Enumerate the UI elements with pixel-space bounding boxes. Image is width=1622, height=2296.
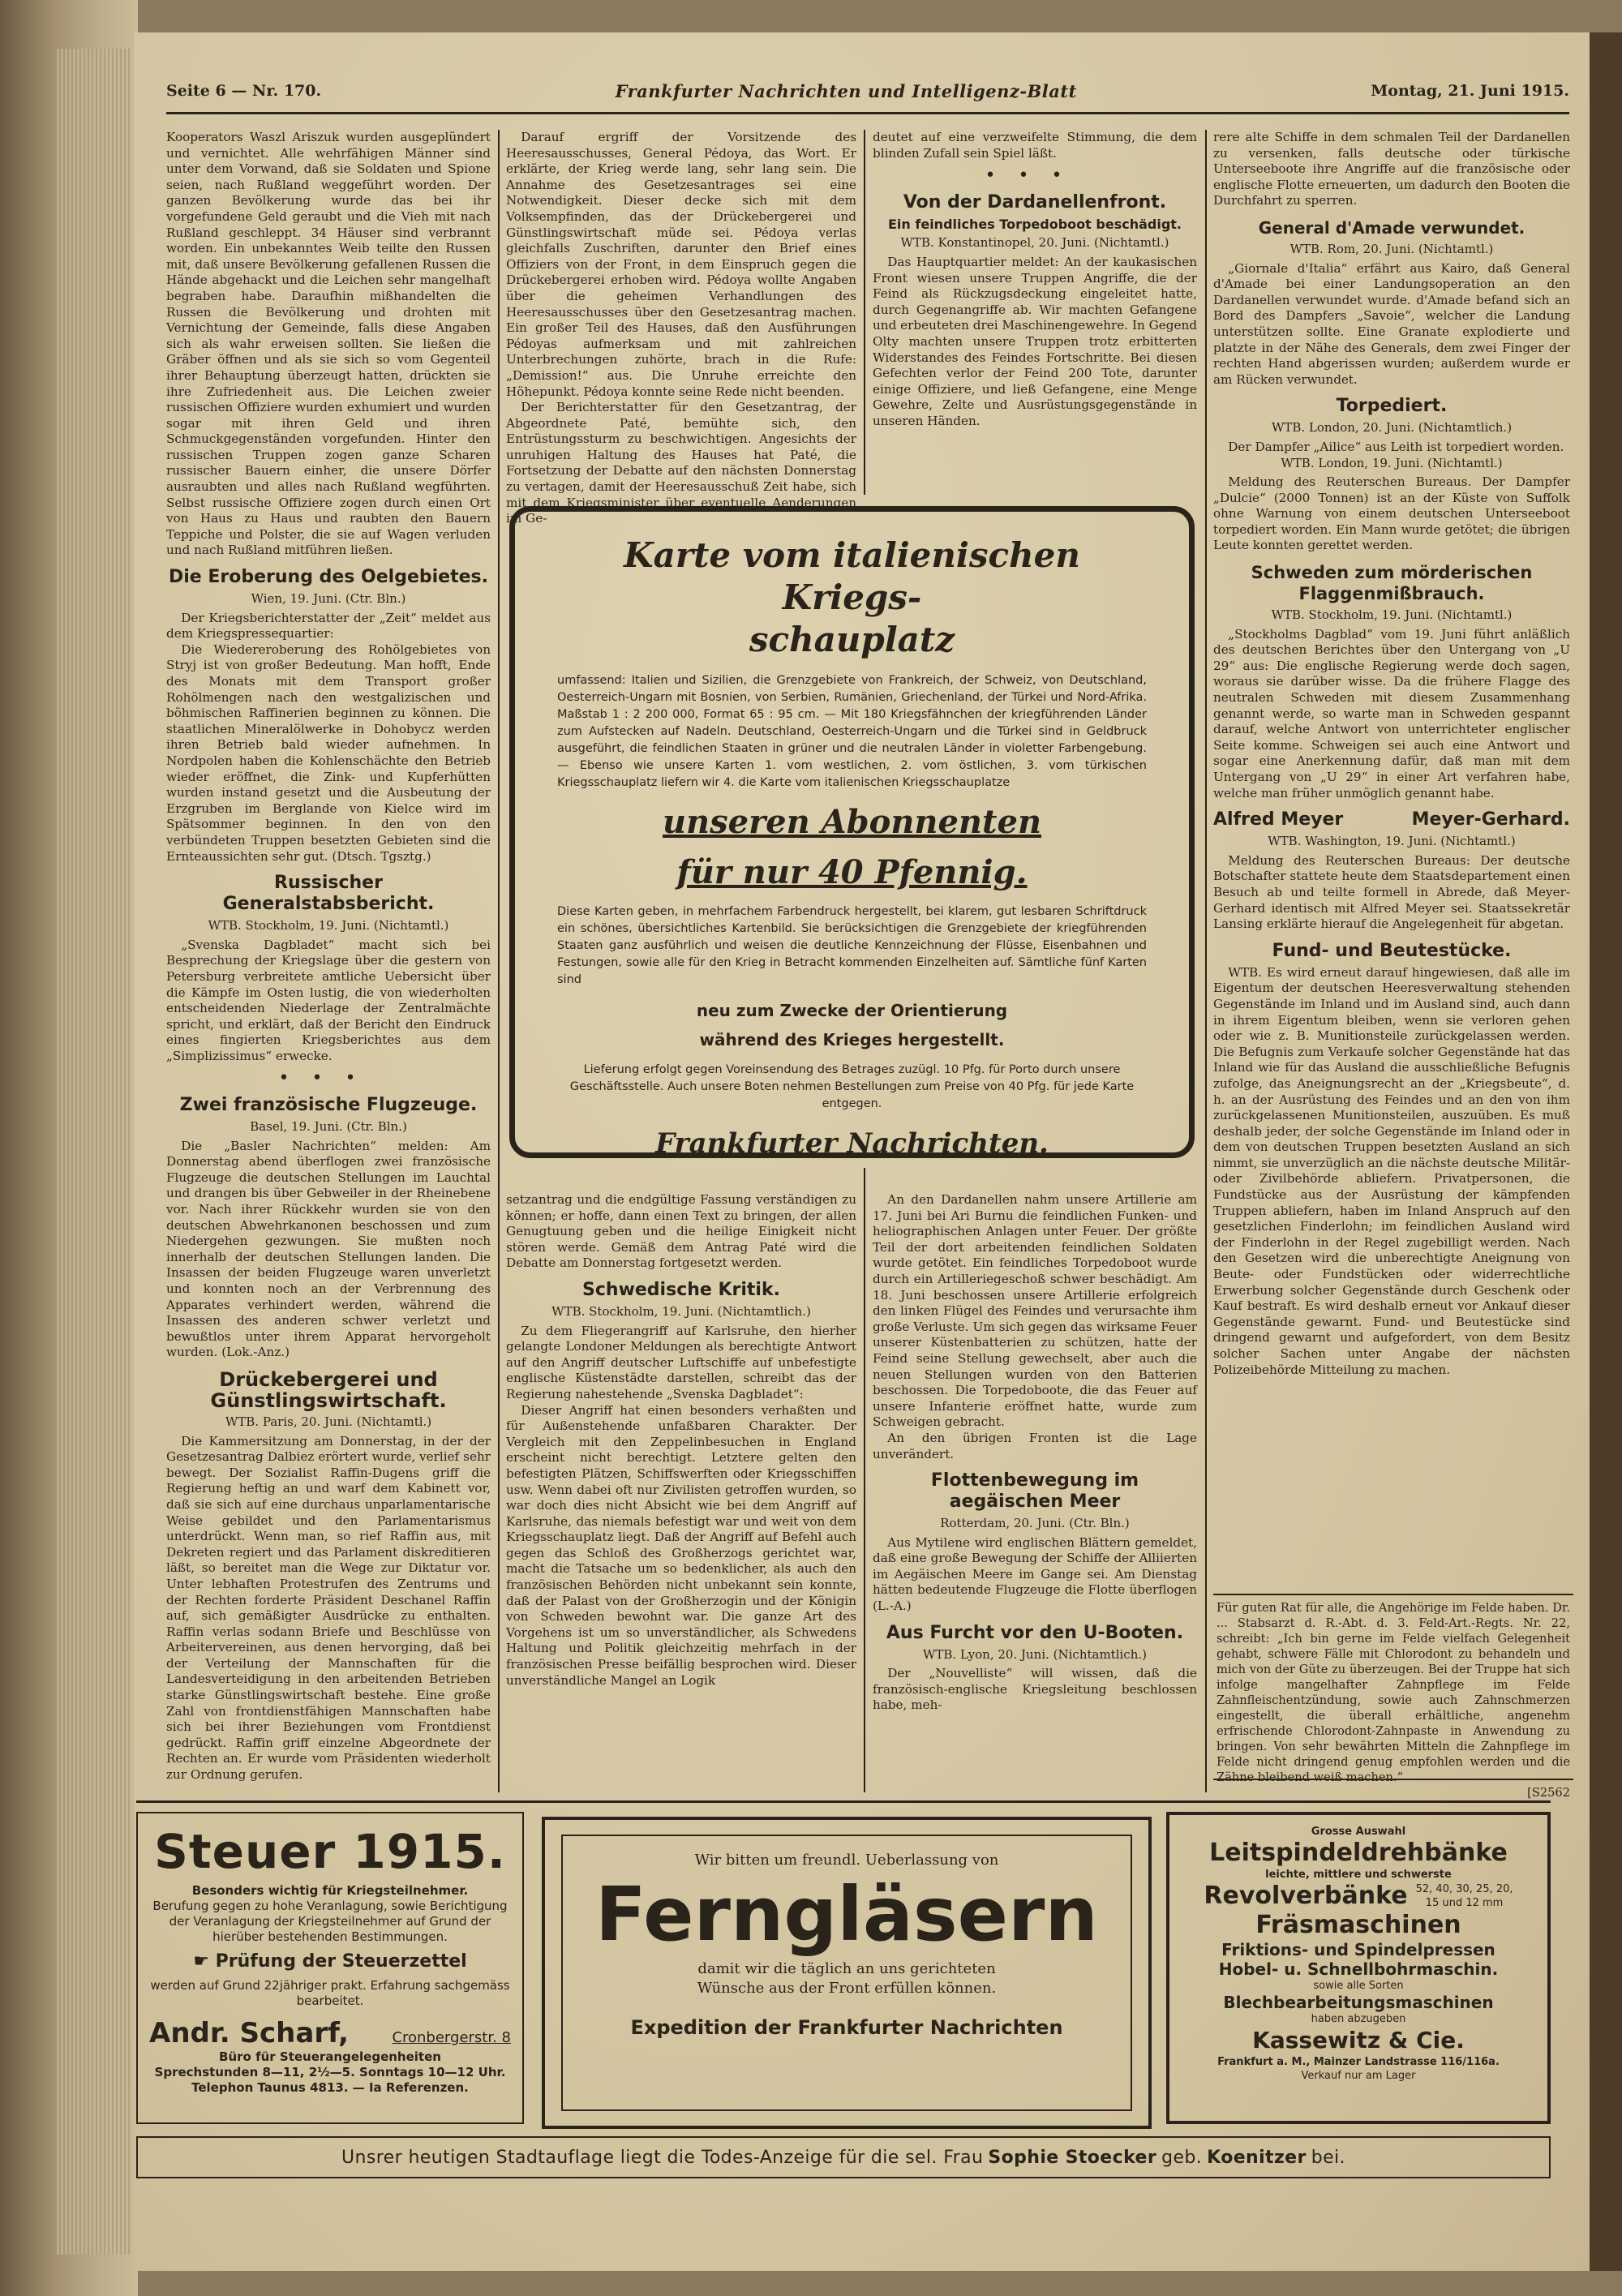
fernglaeser-frame [561,1835,1132,2111]
notice-mid: geb. [1161,2147,1203,2168]
maschinen-headline: Revolverbänke [1204,1882,1408,1910]
headline-meyer-left: Alfred Meyer [1213,809,1344,830]
dateline: WTB. London, 20. Juni. (Nichtamtlich.) [1271,420,1513,436]
fernglaeser-title: Ferngläsern [595,1871,1098,1958]
steuer-line: Büro für Steuerangelegenheiten [219,2049,441,2064]
dateline: Rotterdam, 20. Juni. (Ctr. Bln.) [940,1516,1130,1531]
article-text: Der „Nouvelliste“ will wissen, daß die französisch-englische Kriegsleitung beschlossen habe, meh- [873,1666,1197,1713]
article-text: Das Hauptquartier meldet: An der kaukasischen Front wiesen unsere Truppen Angriffe, die der Feind als Rückzugsdeckung eingeleitet hatte, durch Gegenangriffe ab. Wir machten Gefangene und erbeuteten drei Maschinengewehre. In Gegend Olty machten unsere Truppen trotz erbitterten Widerstandes des Feindes Fortschritte. Bei diesen Gefechten verlor der Feind 200 Tote, darunter einige Offiziere, und ließ Gefangene, eine Menge Gewehre, Zelte und Ausrüstungsgegenstände in unseren Händen. [873,254,1197,428]
map-ad-description-2: Diese Karten geben, in mehrfachem Farbendruck hergestellt, bei klarem, gut lesbaren Schriftdruck ein schönes, übersichtliches Kartenbild. Sie berücksichtigen die Grenzgebiete der kriegführenden Staaten ganz ausführlich und weisen die deutliche Kennzeichnung der Flüsse, Eisenbahnen und Festungen, sowie alle für den Krieg in Betracht kommenden Einzelheiten auf. Sämtliche fünf Karten sind [557,905,1147,986]
article-text: An den übrigen Fronten ist die Lage unverändert. [873,1430,1197,1461]
map-ad-title-1: Karte vom italienischen Kriegs- [624,535,1080,617]
steuer-line: Sprechstunden 8—11, 2½—5. Sonntags 10—12 Uhr. [154,2065,506,2079]
steuer-name-row [149,2017,511,2049]
article-text: „Giornale d'Italia“ erfährt aus Kairo, daß General d'Amade bei einer Landungsoperation an den Dardanellen verwundet wurde. d'Amade befand sich an Bord des Dampfers „Savoie“, welcher die Landung unterstützen sollte. Eine Granate explodierte und platzte in der Nähe des Generals, dem zwei Finger der rechten Hand abgerissen wurden; außerdem wurde er am Rücken verwundet. [1213,260,1570,387]
maschinen-line: 52, 40, 30, 25, 20, 15 und 12 mm [1415,1883,1513,1909]
article-text: Dieser Angriff hat einen besonders verhaßten und für Außenstehende unfaßbaren Charakter. Der Vergleich mit den Zeppelinbesuchen in England erscheint nicht berechtigt. Letztere gelten den befestigten Plätzen, Schiffswerften oder Kriegsschiffen usw. Wenn dabei oft nur Zivilisten getroffen wurden, so war doch dies nicht Absicht wie bei dem Angriff auf Karlsruhe, das niemals befestigt war und weit von dem Kriegsschauplatz liegt. Daß der Angriff auf Befehl auch gegen das Schloß des Großherzogs gerichtet war, macht die Tatsache um so bedenklicher, als auch den französischen Behörden nicht unbekannt sein konnte, daß der Palast von der Großherzogin und der Königin von Schweden bewohnt war. Die ganze Art des Vorgehens ist um so unverständlicher, als Schwedens Haltung und Politik gleichzeitig mehrfach in der französischen Presse beifällig besprochen wird. Dieser unverständliche Mangel an Logik [506,1402,856,1688]
article-text: Der Kriegsberichterstatter der „Zeit“ meldet aus dem Kriegspressequartier: [166,610,491,642]
maschinen-subheadline: Hobel- u. Schnellbohrmaschin. [1218,1959,1499,1979]
notice-name: Sophie Stoecker [988,2147,1157,2168]
fernglaeser-advertisement [542,1817,1152,2129]
chlorodont-code: [S2562 [1527,1786,1570,1800]
headline-damade: General d'Amade verwundet. [1258,217,1525,238]
headline-flugzeuge: Zwei französische Flugzeuge. [179,1095,478,1116]
dateline: Wien, 19. Juni. (Ctr. Bln.) [251,591,406,607]
column-4 [1213,130,1570,1590]
column-divider [1205,130,1207,1792]
map-ad-offer-2: für nur 40 Pfennig. [676,853,1028,891]
article-text: An den Dardanellen nahm unsere Artillerie am 17. Juni bei Ari Burnu die feindlichen Funken- und heliographischen Anlagen unter Feuer. Der größte Teil der dort arbeitenden feindlichen Soldaten wurde getötet. Ein feindliches Torpedoboot wurde durch ein Artilleriegeschoß schwer beschädigt. Am 18. Juni beschossen unsere Artillerie erfolgreich den linken Flügel des Feindes und verursachte ihm große Verluste. Um sich gegen das wirksame Feuer unserer Küstenbatterien zu schützen, hatte der Feind seine Stellung gewechselt, aber auch die neuen Stellungen wurden von den Batterien beschossen. Die Torpedoboote, die das Feuer auf unsere Infanterie eröffnet hatte, wurde zum Schweigen gebracht. [873,1192,1197,1430]
map-ad-title-2: schauplatz [749,620,955,659]
dateline: WTB. Lyon, 20. Juni. (Nichtamtlich.) [922,1646,1147,1662]
fernglaeser-line: Wir bitten um freundl. Ueberlassung von [694,1852,999,1869]
column-3-top [873,130,1197,495]
column-3-bottom [873,1192,1197,1792]
article-text: Darauf ergriff der Vorsitzende des Heeresausschusses, General Pédoya, das Wort. Er erklärte, der Krieg werde lang, sehr lang sein. Die Annahme des Gesetzesantrages sei eine Notwendigkeit. Dieser decke sich mit dem Volksempfinden, das der Drückebergerei und Günstlingswirtschaft müde sei. Pédoya verlas gleichfalls Zuschriften, darunter den Brief eines Offiziers von der Front, in dem Einspruch gegen die Drückebergerei erhoben wird. Pédoya wollte Angaben über die geheimen Verhandlungen des Heeresausschusses über den Gesetzesantrag machen. Ein großer Teil des Hauses, daß den Ausführungen Pédoyas aufmerksam und mit zahlreichen Unterbrechungen zuhörte, brach in die Rufe: „Demission!“ aus. Die Unruhe erreichte den Höhepunkt. Pédoya konnte seine Rede nicht beenden. [506,130,856,399]
maschinen-advertisement [1166,1812,1551,2124]
header-page-number: Seite 6 — Nr. 170. [166,82,322,100]
map-ad-offer-1: unseren Abonnenten [662,803,1042,841]
article-text: Der Berichterstatter für den Gesetzantrag, der Abgeordnete Paté, bemühte sich, den Entrüstungssturm zu beschwichtigen. Angesichts der unruhigen Haltung des Hauses hat Paté, die Fortsetzung der Debatte auf den nächsten Donnerstag zu vertagen, damit der Heeresausschuß Zeit habe, sich mit dem Kriegsminister über eventuelle Aenderungen im Ge- [506,400,856,526]
article-text: Zu dem Fliegerangriff auf Karlsruhe, den hierher gelangte Londoner Meldungen als berechtigte Antwort auf den Angriff deutscher Luftschiffe auf unbefestigte englische Küstenstädte darstellen, schreibt das der Regierung nahestehende „Svenska Dagbladet“: [506,1323,856,1401]
header-rule [166,112,1569,114]
maschinen-company: Kassewitz & Cie. [1252,2027,1465,2054]
fernglaeser-line: damit wir die täglich an uns gerichteten [697,1960,996,1977]
maschinen-line: haben abzugeben [1311,2013,1406,2025]
steuer-line: Berufung gegen zu hohe Veranlagung, sowie Berichtigung der Veranlagung der Kriegsteilnehmer auf Grund der hierüber bestehenden Bestimmungen. [152,1899,508,1944]
headline-fundstuecke: Fund- und Beutestücke. [1272,940,1512,961]
headline-torpediert: Torpediert. [1336,396,1448,417]
headline-u-boote: Aus Furcht vor den U-Booten. [886,1622,1184,1643]
steuer-pruefung: ☛ Prüfung der Steuerzettel [193,1951,467,1972]
map-ad-signature: Frankfurter Nachrichten. [655,1127,1049,1160]
map-advertisement [509,506,1195,1158]
dateline: Basel, 19. Juni. (Ctr. Bln.) [250,1119,407,1135]
dateline: WTB. Stockholm, 19. Juni. (Nichtamtlich.) [551,1303,811,1319]
book-spine [0,0,138,2296]
dateline: WTB. Rom, 20. Juni. (Nichtamtl.) [1289,241,1494,256]
headline-schwedische-kritik: Schwedische Kritik. [582,1279,780,1300]
maschinen-headline: Leitspindeldrehbänke [1209,1839,1508,1867]
headline-flaggenmissbrauch: Schweden zum mörderischen Flaggenmißbrauch. [1251,563,1533,604]
headline-oelgebiet: Die Eroberung des Oelgebietes. [169,567,488,588]
header-date: Montag, 21. Juni 1915. [1371,82,1569,100]
column-1 [166,130,491,1800]
maschinen-row [1181,1882,1536,1911]
steuer-title: Steuer 1915. [154,1824,506,1879]
page-edges [57,49,130,2255]
dateline: WTB. Paris, 20. Juni. (Nichtamtl.) [225,1414,432,1429]
maschinen-headline: Fräsmaschinen [1255,1911,1461,1939]
steuer-line: Besonders wichtig für Kriegsteilnehmer. [191,1883,469,1898]
headline-meyer-right: Meyer-Gerhard. [1411,809,1570,830]
ads-rule [136,1800,1551,1803]
article-text: Meldung des Reuterschen Bureaus. Der Dampfer „Dulcie“ (2000 Tonnen) ist an der Küste von Suffolk ohne Warnung von einem deutschen Unterseeboot torpediert worden. Ein Mann wurde getötet; die übrigen Leute konnten gerettet werden. [1213,474,1570,553]
notice-pre: Unsrer heutigen Stadtauflage liegt die Todes-Anzeige für die sel. Frau [341,2147,984,2168]
article-text: WTB. Es wird erneut darauf hingewiesen, daß alle im Eigentum der deutschen Heeresverwaltung stehenden Gegenstände im Inland und im Ausland sind, auch dann in ihrem Eigentum bleiben, wenn sie verloren gehen oder wie z. B. Munitionsteile zurückgelassen werden. Die Befugnis zum Verkaufe solcher Gegenstände hat das Inland wie für das Ausland die ausschließliche Befugnis zufolge, das Aneignungsrecht an der „Kriegsbeute“, d. h. an der Ausrüstung des Feindes und an den von ihm zurückgelassenen Munitionsteilen, auszuüben. Es muß deshalb jeder, der solche Gegenstände im Inland oder in dem von deutschen Truppen besetzten Ausland an sich nimmt, sie unverzüglich an die nächste deutsche Militär- oder Zivilbehörde abliefern. Privatpersonen, die Fundstücke aus der Ausrüstung der kämpfenden Truppen abliefern, haben im Inland Anspruch auf den gesetzlichen Finderlohn; im feindlichen Ausland wird der Finderlohn in der Regel zugebilligt werden. Nach den Gesetzen wird die unberechtigte Aneignung von Beute- oder Fundstücken oder widerrechtliche Erwerbung solcher Gegenstände durch Geschenk oder Kauf bestraft. Es wird deshalb erneut vor Ankauf dieser Gegenstände gewarnt. Fund- und Beutestücke sind dringend gewarnt und aufgefordert, von dem Besitz solcher Sachen unter Angabe der nächsten Polizeibehörde Mitteilung zu machen. [1213,964,1570,1377]
article-text: Die „Basler Nachrichten“ melden: Am Donnerstag abend überflogen zwei französische Flugzeuge die deutschen Stellungen im Lauchtal und drangen bis über Gebweiler in der Rheinebene vor. Nach ihrer Rückkehr wurden sie von den deutschen Abwehrkanonen beschossen und zum Niedergehen gezwungen. Sie mußten noch innerhalb der deutschen Stellungen landen. Die Insassen der beiden Flugzeuge waren unverletzt und konnten noch an der Verbrennung des Apparates verhindert werden, während die Insassen des anderen schwer verletzt und bewußtlos unter ihrem Apparat hervorgeholt wurden. (Lok.-Anz.) [166,1138,491,1360]
map-ad-neu-1: neu zum Zwecke der Orientierung [696,1001,1008,1020]
column-divider [864,1168,865,1792]
map-ad-neu-2: während des Krieges hergestellt. [699,1030,1005,1049]
fernglaeser-signature: Expedition der Frankfurter Nachrichten [630,2016,1063,2039]
binding-edge [1590,32,1622,2271]
notice-maiden-name: Koenitzer [1207,2147,1307,2168]
article-text: Kooperators Waszl Ariszuk wurden ausgeplündert und vernichtet. Alle wehrfähigen Männer sind unter dem Vorwand, daß sie Soldaten und Spione seien, nach Rußland weggeführt worden. Der ganzen Bevölkerung wurde das bei ihr vorgefundene Geld geraubt und die Vieh mit nach Rußland geschleppt. 34 Häuser sind verbrannt worden. Ein unbekanntes Weib teilte den Russen mit, daß unsere Bevölkerung gefallenen Russen die Hände abgehackt und die Leichen sehr mangelhaft begraben habe. Daraufhin mißhandelten die Russen die Bevölkerung und drohten mit Vernichtung der Gemeinde, falls diese Angaben sich als wahr erweisen sollten. Sie ließen die Gräber öffnen und als sie sich so vom Gegenteil ihrer Behauptung überzeugt hatten, drückten sie ihre Zufriedenheit aus. Die Leichen zweier russischen Offiziere wurden exhumiert und wurden sogar mit ihren Geld und ihren Schmuckgegenständen vorgefunden. Hinter den russischen Truppen zogen ganze Scharen russischer Bauern einher, die unsere Dörfer ausraubten und alles nach Rußland wegführten. Selbst russische Offiziere zogen durch einen Ort von Haus zu Haus und raubten den Bauern Teppiche und Polster, die sie auf Wagen verluden und nach Rußland mitführen ließen. [166,130,491,558]
chlorodont-notice [1213,1594,1573,1800]
article-text: setzantrag und die endgültige Fassung verständigen zu können; er hoffe, dann einen Text zu bringen, der allen Genugtuung geben und die heilige Einigkeit nicht stören werde. Gemäß dem Antrag Paté wird die Debatte am Donnerstag fortgesetzt werden. [506,1192,856,1271]
notice-post: bei. [1311,2147,1345,2168]
article-text: Meldung des Reuterschen Bureaus: Der deutsche Botschafter stattete heute dem Staatsdepartement einen Besuch ab und teilte formell in Abrede, daß Meyer-Gerhard identisch mit Alfred Meyer sei. Staatssekretär Lansing erklärte hierauf die Angelegenheit für abgetan. [1213,852,1570,932]
maschinen-line: leichte, mittlere und schwerste [1265,1869,1452,1881]
header-masthead: Frankfurter Nachrichten und Intelligenz-Blatt [615,80,1077,101]
separator-dots: ••• [985,165,1085,187]
page-header [166,75,1569,107]
fernglaeser-line: Wünsche aus der Front erfüllen können. [697,1980,997,1997]
steuer-advertisement [136,1812,524,2124]
article-text: „Svenska Dagbladet“ macht sich bei Besprechung der Kriegslage über die gestern von Petersburg verbreitete amtliche Uebersicht über die Kämpfe im Osten lustig, die von wiederholten entscheidenden Niederlage der Zentralmächte spricht, und erklärt, daß der Bericht den Eindruck eines fingierten Kriegsberichtes aus dem „Simplizissimus“ erwecke. [166,937,491,1063]
dateline: WTB. Stockholm, 19. Juni. (Nichtamtl.) [1271,607,1513,623]
headline-generalstab: Russischer Generalstabsbericht. [222,873,435,915]
maschinen-line: sowie alle Sorten [1313,1980,1404,1992]
headline-meyer [1213,809,1570,830]
article-text: Die Kammersitzung am Donnerstag, in der der Gesetzesantrag Dalbiez erörtert wurde, verlief sehr bewegt. Der Sozialist Raffin-Dugens griff die Regierung heftig an und warf dem Kabinett vor, daß sie sich auf eine durchaus unparlamentarische Weise gebildet und den Parlamentarismus unterdrückt. Wenn man, so rief Raffin aus, mit Dekreten regiert und das Parlament diskreditieren läßt, so bereitet man die Wege zur Diktatur vor. Unter lebhaften Protestrufen des Zentrums und der Rechten forderte Präsident Deschanel Raffin auf, sich gemäßigter Ausdrücke zu enthalten. Raffin verlas sodann Briefe und Beschlüsse von Arbeitervereinen, aus denen hervorging, daß bei der Verteilung der Mannschaften für die Landesverteidigung in den arbeitenden Betrieben starke Günstlingswirtschaft bestehe. Eine große Zahl von frontdienstfähigen Mannschaften habe sich bei ihrer Beziehungen vom Frontdienst gedrückt. Raffin griff einzelne Abgeordnete der Rechten an. Er wurde vom Präsidenten wiederholt zur Ordnung gerufen. [166,1433,491,1783]
dateline: WTB. London, 19. Juni. (Nichtamtl.) [1281,455,1503,470]
article-text: Der Dampfer „Ailice“ aus Leith ist torpediert worden. [1228,439,1564,454]
steuer-name: Andr. Scharf, [149,2017,349,2049]
column-divider [864,130,865,495]
steuer-line: Telephon Taunus 4813. — Ia Referenzen. [191,2080,469,2095]
subheadline: Ein feindliches Torpedoboot beschädigt. [888,216,1182,232]
death-notice-banner [136,2136,1551,2178]
article-text: rere alte Schiffe in dem schmalen Teil der Dardanellen zu versenken, falls deutsche oder türkische Unterseeboote ihre Angriffe auf die französische oder englische Flotte erneuerten, um dadurch den Booten die Durchfahrt zu sperren. [1213,130,1570,208]
maschinen-line: Verkauf nur am Lager [1301,2070,1416,2082]
steuer-address: Cronbergerstr. 8 [392,2029,511,2046]
map-ad-delivery: Lieferung erfolgt gegen Voreinsendung des Betrages zuzügl. 10 Pfg. für Porto durch unsere Geschäftsstelle. Auch unsere Boten nehmen Bestellungen zum Preise von 40 Pfg. für jede Karte entgegen. [569,1063,1135,1110]
maschinen-subheadline: Friktions- und Spindelpressen [1221,1940,1495,1959]
chlorodont-text: Für guten Rat für alle, die Angehörige im Felde haben. Dr. ... Stabsarzt d. R.-Abt. d. 3. Feld-Art.-Regts. Nr. 22, schreibt: „Ich bin gerne im Felde vielfach Gelegenheit gehabt, schwere Fälle mit Chlorodont zu behandeln und mich von der Güte zu überzeugen. Bei der Truppe hat sich infolge mangelhafter Zahnpflege im Felde Zahnfleischentzündung, sowie auch Zahnschmerzen eingestellt, die überall erhältliche, angenehm erfrischende Chlorodont-Zahnpaste in Anwendung zu bringen. Von sehr bewährten Mitteln die Zahnpflege im Felde nicht dringend genug empfohlen werden und die Zähne bleibend weiß machen.“ [1216,1601,1570,1784]
steuer-pruefung-text: Prüfung der Steuerzettel [215,1951,467,1972]
dateline: WTB. Konstantinopel, 20. Juni. (Nichtamtl.) [900,235,1169,251]
separator-dots: ••• [278,1068,379,1089]
article-text: „Stockholms Dagblad“ vom 19. Juni führt anläßlich des deutschen Berichtes über den Untergang von „U 29“ aus: Die englische Regierung werde doch sagen, woraus sie darüber wisse. Da die frühere Flagge des neutralen Schweden mit diesem Zusammenhang genannt werde, so warte man in Schweden gespannt darauf, welche Antwort von unterrichteter englischer Seite komme. Schweigen sei auch eine Antwort und sogar eine Anerkennung dafür, daß man mit dem Untergang von „U 29“ in einer Art verfahren habe, welche man früher unmöglich genannt habe. [1213,626,1570,800]
headline-flottenbewegung: Flottenbewegung im aegäischen Meer [930,1470,1139,1513]
headline-dardanellen: Von der Dardanellenfront. [903,191,1167,212]
maschinen-line: Grosse Auswahl [1311,1826,1406,1838]
column-2-bottom [506,1192,856,1792]
steuer-line: werden auf Grund 22jähriger prakt. Erfahrung sachgemäss bearbeitet. [150,1978,510,2008]
article-text: Die Wiedereroberung des Rohölgebietes von Stryj ist von großer Bedeutung. Man hofft, Ende des Monats mit dem Transport großer Rohölmengen nach den westgalizischen und böhmischen Raffinerien beginnen zu können. Die staatlichen Mineralölwerke in Dohobycz werden ihren Betrieb bald wieder aufnehmen. In Nordpolen haben die Kohlenschächte den Betrieb wieder eröffnet, die Zink- und Kupferhütten wurden instand gesetzt und die Ausbeutung der Erzgruben im Berglande von Kielce wird im Spätsommer beginnen. In den von den verbündeten Truppen besetzten Gebieten sind die Ernteaussichten sehr gut. (Dtsch. Tgsztg.) [166,642,491,864]
column-2-top [506,130,856,526]
maschinen-line: Frankfurt a. M., Mainzer Landstrasse 116/116a. [1217,2056,1500,2068]
dateline: WTB. Washington, 19. Juni. (Nichtamtl.) [1268,834,1516,849]
article-text: deutet auf eine verzweifelte Stimmung, die dem blinden Zufall sein Spiel läßt. [873,130,1197,161]
map-ad-description: umfassend: Italien und Sizilien, die Grenzgebiete von Frankreich, der Schweiz, von Deutschland, Oesterreich-Ungarn mit Bosnien, von Serbien, Rumänien, Griechenland, der Türkei und Nord-Afrika. Maßstab 1 : 2 200 000, Format 65 : 95 cm. — Mit 180 Kriegsfähnchen der kriegführenden Länder zum Aufstecken auf Nadeln. Deutschland, Oesterreich-Ungarn und die Türkei sind in Geldbruck ausgeführt, die feindlichen Staaten in grüner und die neutralen Länder in violetter Farbengebung. — Ebenso wie unsere Karten 1. vom westlichen, 2. vom östlichen, 3. vom türkischen Kriegsschauplatz liefern wir 4. die Karte vom italienischen Kriegsschauplatze [557,674,1147,789]
article-text: Aus Mytilene wird englischen Blättern gemeldet, daß eine große Bewegung der Schiffe der Alliierten im Aegäischen Meere im Gange sei. Am Dienstag hätten bedeutende Flugzeuge die Flotte überflogen (L.-A.) [873,1534,1197,1614]
column-divider [498,130,500,1792]
maschinen-subheadline: Blechbearbeitungsmaschinen [1223,1993,1494,2012]
dateline: WTB. Stockholm, 19. Juni. (Nichtamtl.) [208,918,449,933]
headline-drueckeberger: Drückebergerei und Günstlingswirtschaft. [210,1367,447,1412]
